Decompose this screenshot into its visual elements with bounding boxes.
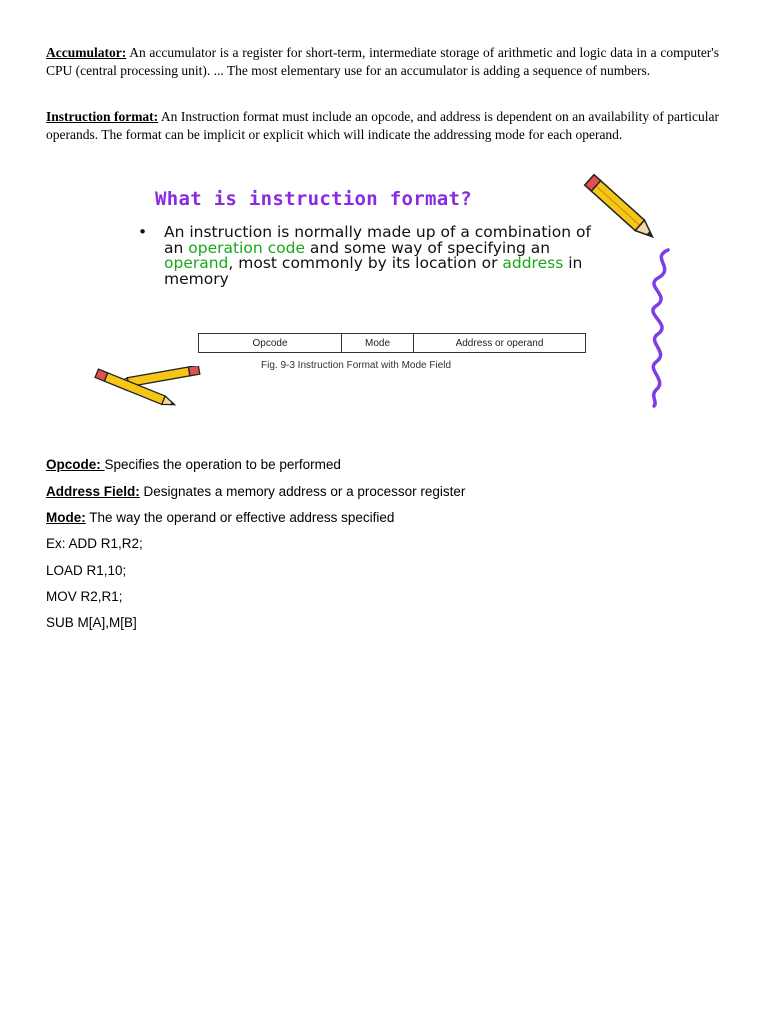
- bullet-text-part: , most commonly by its location or: [228, 254, 503, 273]
- opcode-cell: Opcode: [199, 334, 342, 353]
- example-line: LOAD R1,10;: [46, 563, 127, 578]
- mode-cell: Mode: [342, 334, 414, 353]
- address-field-term: Address Field:: [46, 484, 140, 499]
- bullet-text-part: An instruction is normally made up of a combination of an: [164, 223, 591, 257]
- bullet-text: [142, 225, 612, 287]
- mode-term: Mode:: [46, 510, 86, 525]
- crossed-pencils-icon: [90, 366, 210, 416]
- accumulator-text: An accumulator is a register for short-term, intermediate storage of arithmetic and logic data in a computer's CPU (central processing unit). ... The most elementary use for an accumulator is adding a sequence of numbers.: [46, 45, 719, 78]
- instruction-format-figure: [90, 170, 675, 420]
- bullet-text-part: and some way of specifying an: [304, 238, 551, 257]
- opcode-text: Specifies the operation to be performed: [104, 457, 341, 472]
- address-field-definition: [46, 484, 465, 499]
- address-or-operand-cell: Address or operand: [414, 334, 586, 353]
- mode-definition: [46, 510, 394, 525]
- instruction-format-paragraph: [46, 108, 719, 144]
- accumulator-paragraph: [46, 44, 719, 80]
- opcode-term: Opcode:: [46, 457, 105, 472]
- bullet-text-part: in memory: [164, 254, 583, 288]
- figure-bullet: [138, 223, 612, 288]
- accumulator-term: Accumulator:: [46, 45, 127, 60]
- highlight-address: address: [502, 254, 564, 273]
- bullet-dot: •: [138, 223, 148, 241]
- pencil-icon: [580, 172, 670, 252]
- instruction-format-term: Instruction format:: [46, 109, 159, 124]
- figure-caption: Fig. 9-3 Instruction Format with Mode Field: [261, 360, 452, 371]
- mode-text: The way the operand or effective address specified: [85, 510, 395, 525]
- opcode-definition: [46, 457, 341, 472]
- example-line: MOV R2,R1;: [46, 589, 123, 604]
- table-row: [199, 334, 586, 353]
- highlight-operand: operand: [164, 254, 229, 273]
- instruction-format-text: An Instruction format must include an opcode, and address is dependent on an availability of particular operands. The format can be implicit or explicit which will indicate the addressing mode for each operand.: [46, 109, 720, 142]
- instruction-format-table: [198, 333, 586, 353]
- figure-title: What is instruction format?: [155, 188, 472, 210]
- example-line: Ex: ADD R1,R2;: [46, 536, 143, 551]
- highlight-operation-code: operation code: [188, 238, 305, 257]
- example-line: SUB M[A],M[B]: [46, 615, 137, 630]
- squiggle-line-icon: [642, 248, 682, 408]
- address-field-text: Designates a memory address or a processor register: [139, 484, 466, 499]
